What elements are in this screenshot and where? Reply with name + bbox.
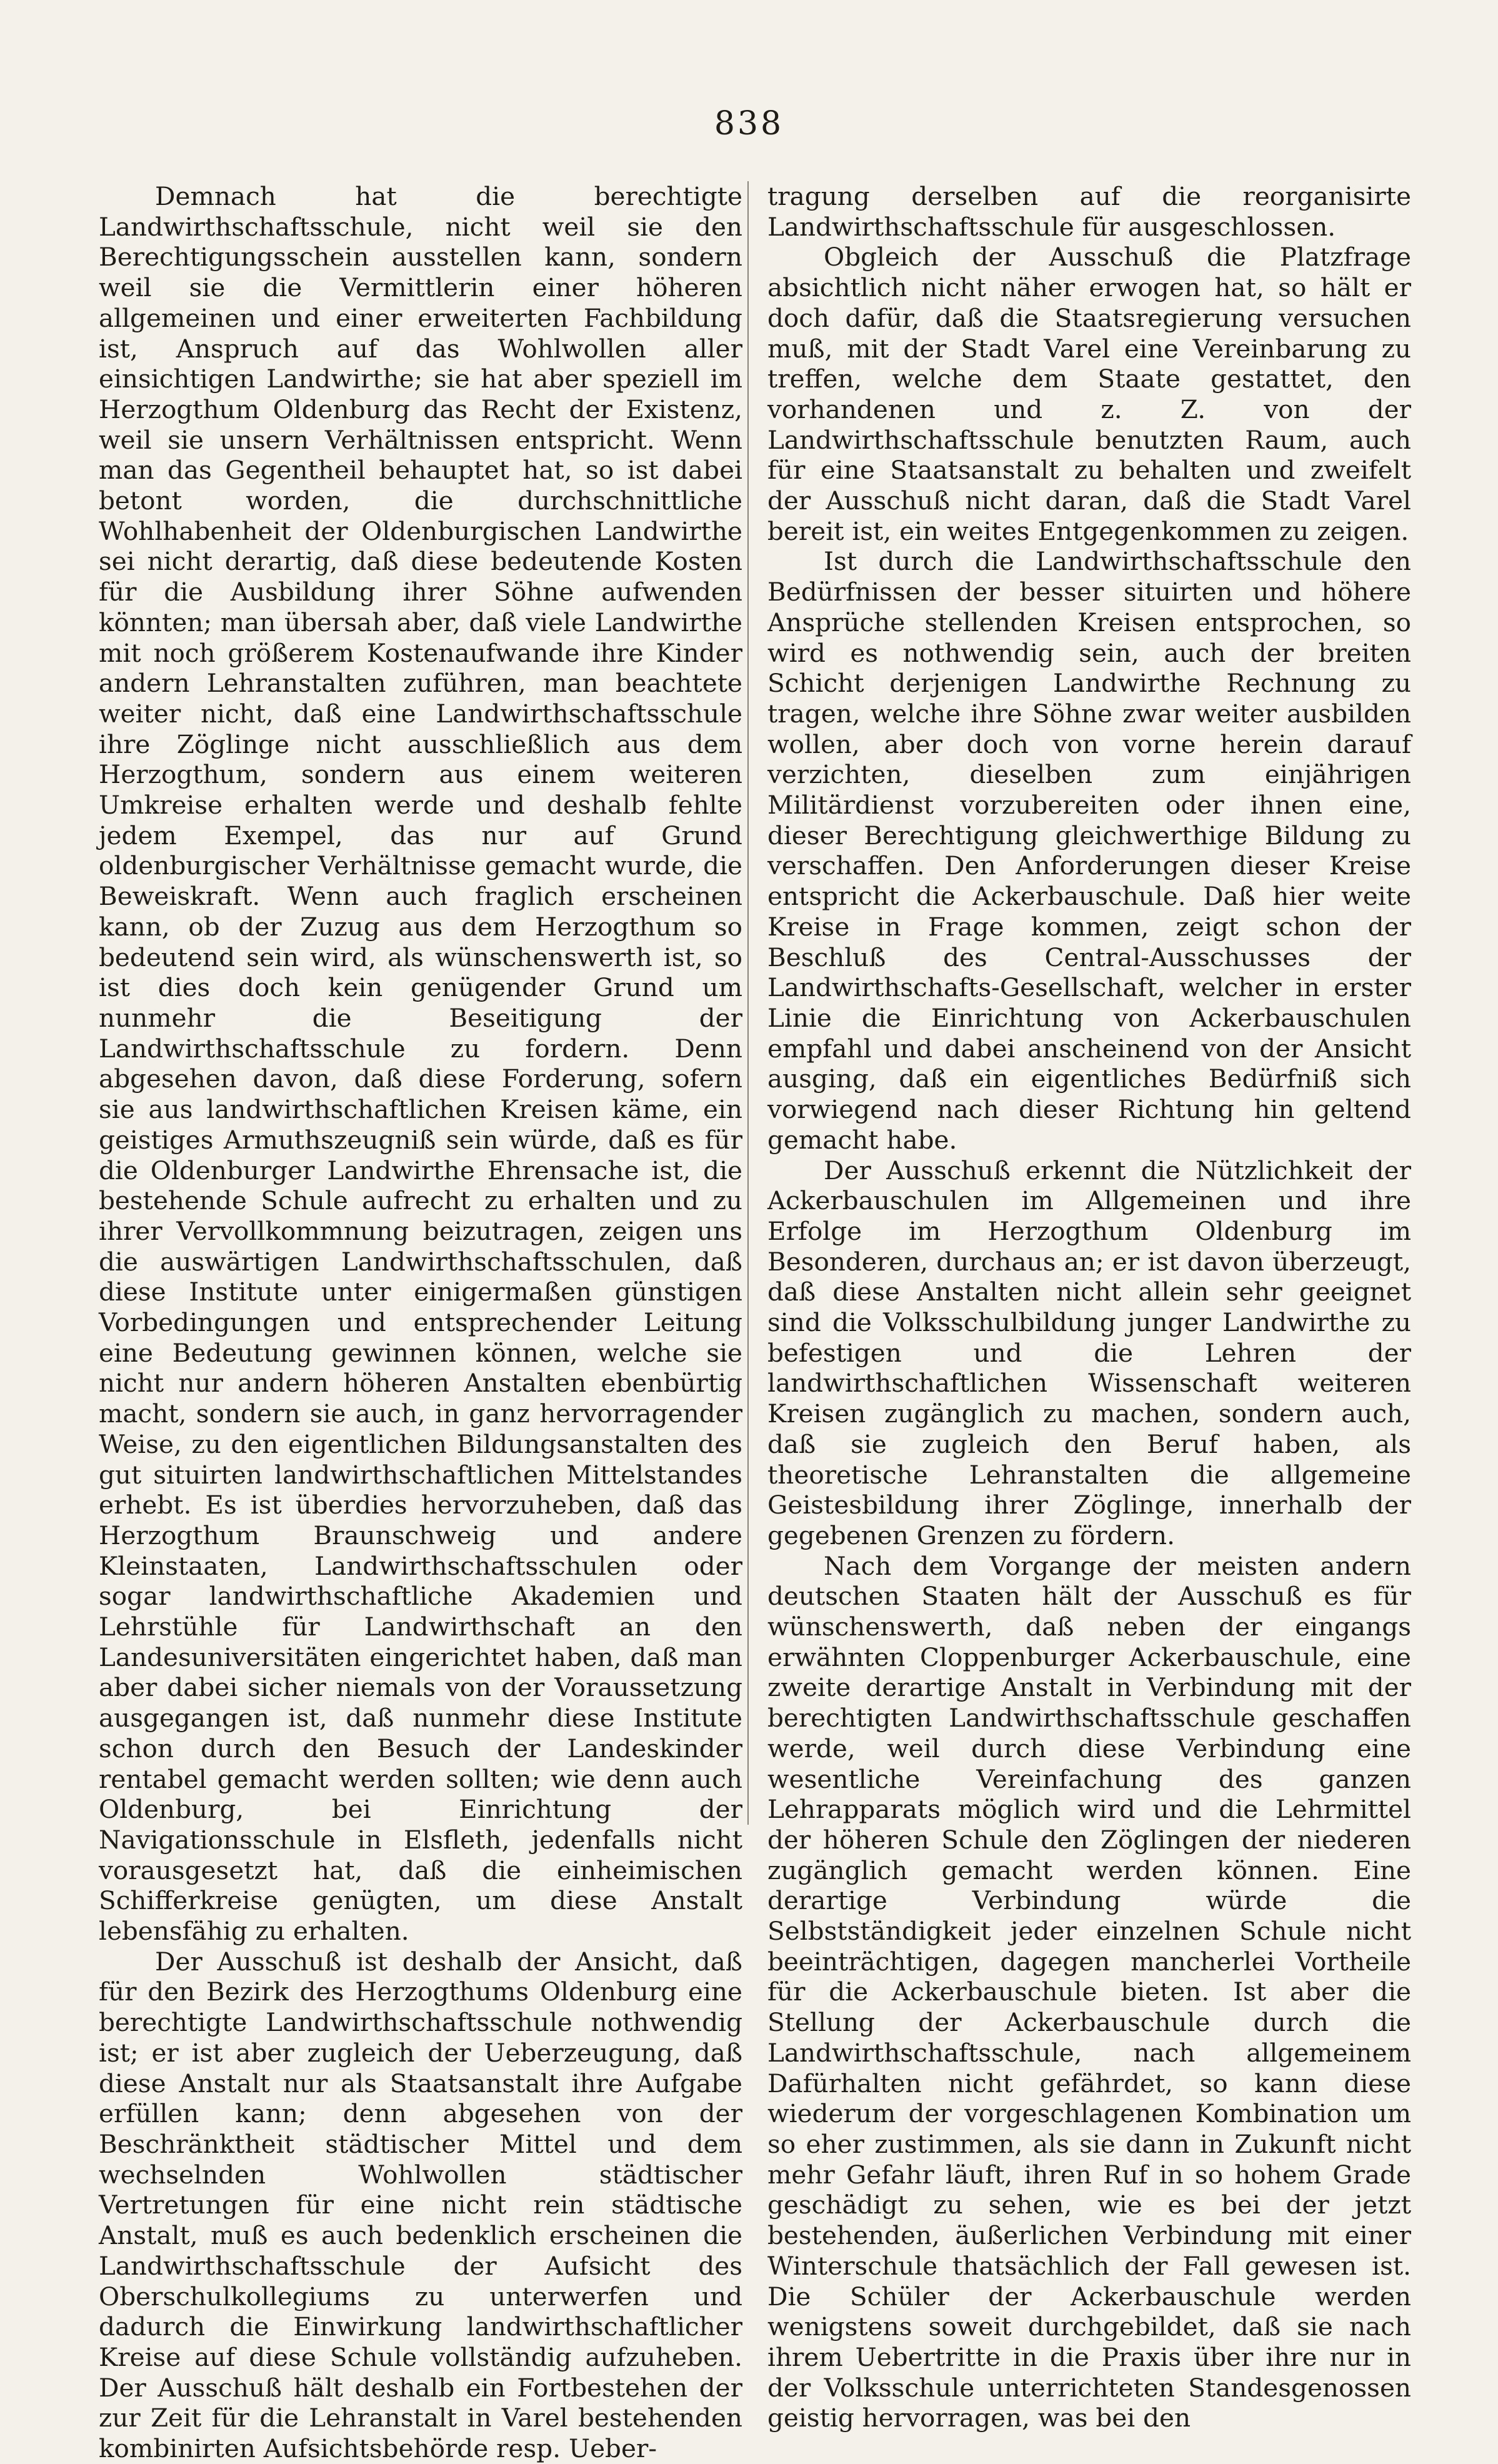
paragraph: tragung derselben auf die reorganisirte Landwirthschaftsschule für ausgeschlossen. [767,181,1411,242]
paragraph: Der Ausschuß erkennt die Nützlichkeit der Ackerbauschulen im Allgemeinen und ihre Erfolge im Herzogthum Oldenburg im Besonderen, durchaus an; er ist davon überzeugt, daß diese Anstalten nicht allein sehr geeignet sind die Volksschulbildung junger Landwirthe zu befestigen und die Lehren der landwirthschaftlichen Wissenschaft weiteren Kreisen zugänglich zu machen, sondern auch, daß sie zugleich den Beruf haben, als theoretische Lehranstalten die allgemeine Geistesbildung ihrer Zöglinge, innerhalb der gegebenen Grenzen zu fördern. [767,1155,1411,1550]
paragraph: Ist durch die Landwirthschaftsschule den Bedürfnissen der besser situirten und höhere Ansprüche stellenden Kreisen entsprochen, so wird es nothwendig sein, auch der breiten Schicht derjenigen Landwirthe Rechnung zu tragen, welche ihre Söhne zwar weiter ausbilden wollen, aber doch von vorne herein darauf verzichten, dieselben zum einjährigen Militärdienst vorzubereiten oder ihnen eine, dieser Berechtigung gleichwerthige Bildung zu verschaffen. Den Anforderungen dieser Kreise entspricht die Ackerbauschule. Daß hier weite Kreise in Frage kommen, zeigt schon der Beschluß des Central-Ausschusses der Landwirthschafts-Gesellschaft, welcher in erster Linie die Einrichtung von Ackerbauschulen empfahl und dabei anscheinend von der Ansicht ausging, daß ein eigentliches Bedürfniß sich vorwiegend nach dieser Richtung hin geltend gemacht habe. [767,546,1411,1155]
page-number: 838 [714,105,784,142]
paragraph: Nach dem Vorgange der meisten andern deutschen Staaten hält der Ausschuß es für wünschenswerth, daß neben der eingangs erwähnten Cloppenburger Ackerbauschule, eine zweite derartige Anstalt in Verbindung mit der berechtigten Landwirthschaftsschule geschaffen werde, weil durch diese Verbindung eine wesentliche Vereinfachung des ganzen Lehrapparats möglich wird und die Lehrmittel der höheren Schule den Zöglingen der niederen zugänglich gemacht werden können. Eine derartige Verbindung würde die Selbstständigkeit jeder einzelnen Schule nicht beeinträchtigen, dagegen mancherlei Vortheile für die Ackerbauschule bieten. Ist aber die Stellung der Ackerbauschule durch die Landwirthschaftsschule, nach allgemeinem Dafürhalten nicht gefährdet, so kann diese wiederum der vorgeschlagenen Kombination um so eher zustimmen, als sie dann in Zukunft nicht mehr Gefahr läuft, ihren Ruf in so hohem Grade geschädigt zu sehen, wie es bei der jetzt bestehenden, äußerlichen Verbindung mit einer Winterschule thatsächlich der Fall gewesen ist. Die Schüler der Ackerbauschule werden wenigstens soweit durchgebildet, daß sie nach ihrem Uebertritte in die Praxis über ihre nur in der Volksschule unterrichteten Standesgenossen geistig hervorragen, was bei den [767,1550,1411,2433]
left-column [99,181,742,2464]
column-divider [747,181,749,1825]
paragraph: Der Ausschuß ist deshalb der Ansicht, daß für den Bezirk des Herzogthums Oldenburg eine berechtigte Landwirthschaftsschule nothwendig ist; er ist aber zugleich der Ueberzeugung, daß diese Anstalt nur als Staatsanstalt ihre Aufgabe erfüllen kann; denn abgesehen von der Beschränktheit städtischer Mittel und dem wechselnden Wohlwollen städtischer Vertretungen für eine nicht rein städtische Anstalt, muß es auch bedenklich erscheinen die Landwirthschaftsschule der Aufsicht des Oberschulkollegiums zu unterwerfen und dadurch die Einwirkung landwirthschaftlicher Kreise auf diese Schule vollständig aufzuheben. Der Ausschuß hält deshalb ein Fortbestehen der zur Zeit für die Lehranstalt in Varel bestehenden kombinirten Aufsichtsbehörde resp. Ueber- [99,1946,742,2464]
paragraph: Demnach hat die berechtigte Landwirthschaftsschule, nicht weil sie den Berechtigungsschein ausstellen kann, sondern weil sie die Vermittlerin einer höheren allgemeinen und einer erweiterten Fachbildung ist, Anspruch auf das Wohlwollen aller einsichtigen Landwirthe; sie hat aber speziell im Herzogthum Oldenburg das Recht der Existenz, weil sie unsern Verhältnissen entspricht. Wenn man das Gegentheil behauptet hat, so ist dabei betont worden, die durchschnittliche Wohlhabenheit der Oldenburgischen Landwirthe sei nicht derartig, daß diese bedeutende Kosten für die Ausbildung ihrer Söhne aufwenden könnten; man übersah aber, daß viele Landwirthe mit noch größerem Kostenaufwande ihre Kinder andern Lehranstalten zuführen, man beachtete weiter nicht, daß eine Landwirthschaftsschule ihre Zöglinge nicht ausschließlich aus dem Herzogthum, sondern aus einem weiteren Umkreise erhalten werde und deshalb fehlte jedem Exempel, das nur auf Grund oldenburgischer Verhältnisse gemacht wurde, die Beweiskraft. Wenn auch fraglich erscheinen kann, ob der Zuzug aus dem Herzogthum so bedeutend sein wird, als wünschenswerth ist, so ist dies doch kein genügender Grund um nunmehr die Beseitigung der Landwirthschaftsschule zu fordern. Denn abgesehen davon, daß diese Forderung, sofern sie aus landwirthschaftlichen Kreisen käme, ein geistiges Armuthszeugniß sein würde, daß es für die Oldenburger Landwirthe Ehrensache ist, die bestehende Schule aufrecht zu erhalten und zu ihrer Vervollkommnung beizutragen, zeigen uns die auswärtigen Landwirthschaftsschulen, daß diese Institute unter einigermaßen günstigen Vorbedingungen und entsprechender Leitung eine Bedeutung gewinnen können, welche sie nicht nur andern höheren Anstalten ebenbürtig macht, sondern sie auch, in ganz hervorragender Weise, zu den eigentlichen Bildungsanstalten des gut situirten landwirthschaftlichen Mittelstandes erhebt. Es ist überdies hervorzuheben, daß das Herzogthum Braunschweig und andere Kleinstaaten, Landwirthschaftsschulen oder sogar landwirthschaftliche Akademien und Lehrstühle für Landwirthschaft an den Landesuniversitäten eingerichtet haben, daß man aber dabei sicher niemals von der Voraussetzung ausgegangen ist, daß nunmehr diese Institute schon durch den Besuch der Landeskinder rentabel gemacht werden sollten; wie denn auch Oldenburg, bei Einrichtung der Navigationsschule in Elsfleth, jedenfalls nicht vorausgesetzt hat, daß die einheimischen Schifferkreise genügten, um diese Anstalt lebensfähig zu erhalten. [99,181,742,1947]
right-column [767,181,1411,2433]
paragraph: Obgleich der Ausschuß die Platzfrage absichtlich nicht näher erwogen hat, so hält er doch dafür, daß die Staatsregierung versuchen muß, mit der Stadt Varel eine Vereinbarung zu treffen, welche dem Staate gestattet, den vorhandenen und z. Z. von der Landwirthschaftsschule benutzten Raum, auch für eine Staatsanstalt zu behalten und zweifelt der Ausschuß nicht daran, daß die Stadt Varel bereit ist, ein weites Entgegenkommen zu zeigen. [767,242,1411,546]
